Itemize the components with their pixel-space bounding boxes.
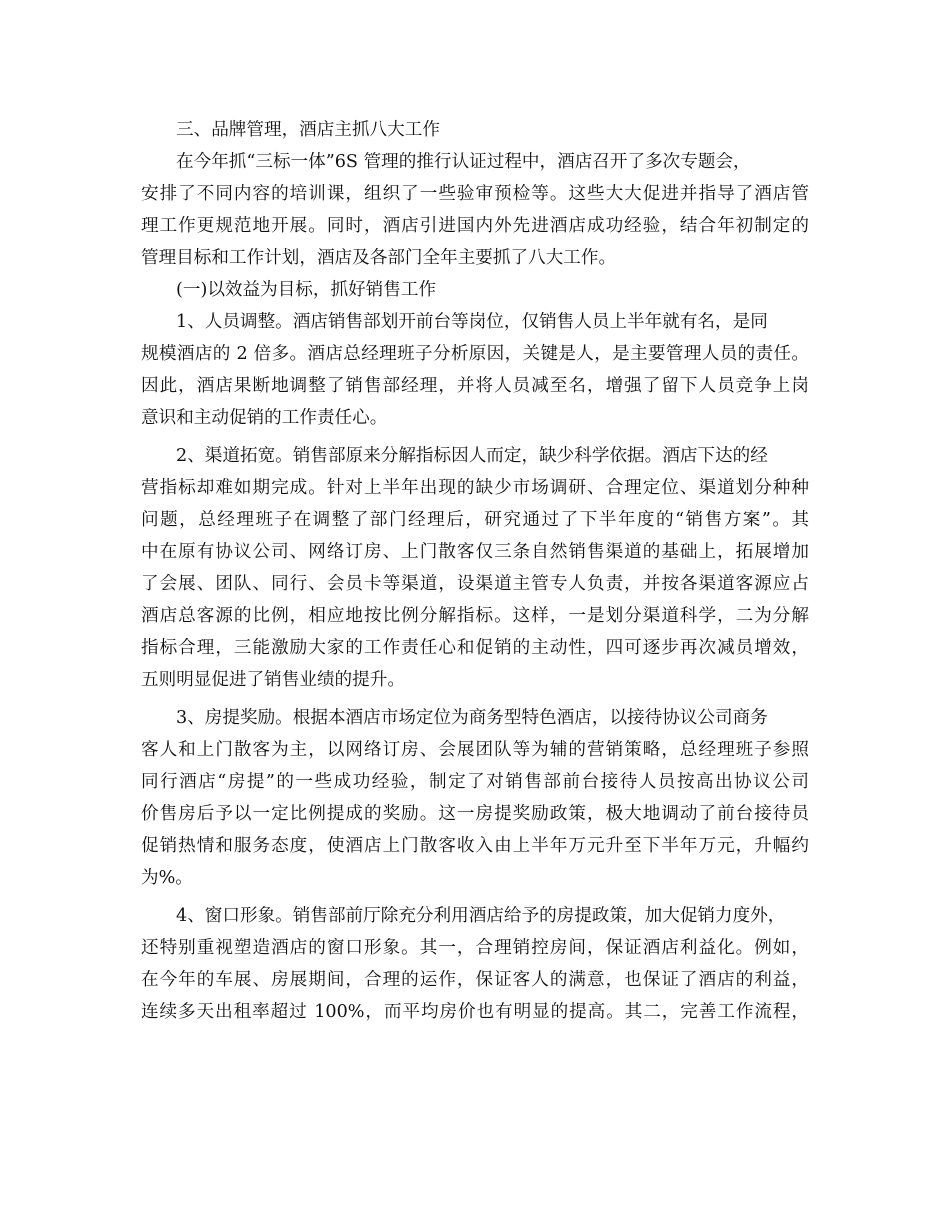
item3-line: 3、房提奖励。根据本酒店市场定位为商务型特色酒店，以接待协议公司商务 — [176, 708, 768, 728]
item1-line: 因此，酒店果断地调整了销售部经理，并将人员减至名，增强了留下人员竞争上岗 — [141, 376, 809, 396]
item2-line: 了会展、团队、同行、会员卡等渠道，设渠道主管专人负责，并按各渠道客源应占 — [141, 574, 809, 594]
item2-line: 酒店总客源的比例，相应地按比例分解指标。这样，一是划分渠道科学，二为分解 — [141, 606, 809, 626]
item1-line: 规模酒店的 2 倍多。酒店总经理班子分析原因，关键是人，是主要管理人员的责任。 — [141, 344, 809, 364]
item2-line: 营指标却难如期完成。针对上半年出现的缺少市场调研、合理定位、渠道划分种种 — [141, 478, 809, 498]
item2-line: 指标合理，三能激励大家的工作责任心和促销的主动性，四可逐步再次减员增效， — [141, 638, 809, 658]
intro-line: 在今年抓“三标一体”6S 管理的推行认证过程中，酒店召开了多次专题会， — [176, 152, 751, 172]
item1-line: 意识和主动促销的工作责任心。 — [141, 408, 388, 428]
item3-line: 促销热情和服务态度，使酒店上门散客收入由上半年万元升至下半年万元，升幅约 — [141, 836, 809, 856]
item4-line: 4、窗口形象。销售部前厅除充分利用酒店给予的房提政策，加大促销力度外， — [176, 906, 786, 926]
subheading: (一)以效益为目标，抓好销售工作 — [176, 280, 437, 300]
item3-line: 价售房后予以一定比例提成的奖励。这一房提奖励政策，极大地调动了前台接待员 — [141, 804, 809, 824]
item1-line: 1、人员调整。酒店销售部划开前台等岗位，仅销售人员上半年就有名，是同 — [176, 312, 768, 332]
item3-line: 客人和上门散客为主，以网络订房、会展团队等为辅的营销策略，总经理班子参照 — [141, 740, 809, 760]
item2-line: 五则明显促进了销售业绩的提升。 — [141, 670, 405, 690]
item3-line: 同行酒店“房提”的一些成功经验，制定了对销售部前台接待人员按高出协议公司 — [141, 772, 809, 792]
item2-line: 中在原有协议公司、网络订房、上门散客仅三条自然销售渠道的基础上，拓展增加 — [141, 542, 809, 562]
item4-line: 还特别重视塑造酒店的窗口形象。其一，合理销控房间，保证酒店利益化。例如， — [141, 938, 809, 958]
item4-line: 连续多天出租率超过 100%，而平均房价也有明显的提高。其二，完善工作流程， — [141, 1002, 809, 1022]
section-heading: 三、品牌管理，酒店主抓八大工作 — [176, 120, 440, 140]
document-body — [141, 114, 809, 1028]
item4-line: 在今年的车展、房展期间，合理的运作，保证客人的满意，也保证了酒店的利益， — [141, 970, 809, 990]
item3-line: 为%。 — [141, 868, 193, 888]
intro-line: 管理目标和工作计划，酒店及各部门全年主要抓了八大工作。 — [141, 248, 617, 268]
intro-line: 理工作更规范地开展。同时，酒店引进国内外先进酒店成功经验，结合年初制定的 — [141, 216, 809, 236]
item2-line: 问题，总经理班子在调整了部门经理后，研究通过了下半年度的“销售方案”。其 — [141, 510, 809, 530]
item2-line: 2、渠道拓宽。销售部原来分解指标因人而定，缺少科学依据。酒店下达的经 — [176, 446, 768, 466]
intro-line: 安排了不同内容的培训课，组织了一些验审预检等。这些大大促进并指导了酒店管 — [141, 184, 809, 204]
